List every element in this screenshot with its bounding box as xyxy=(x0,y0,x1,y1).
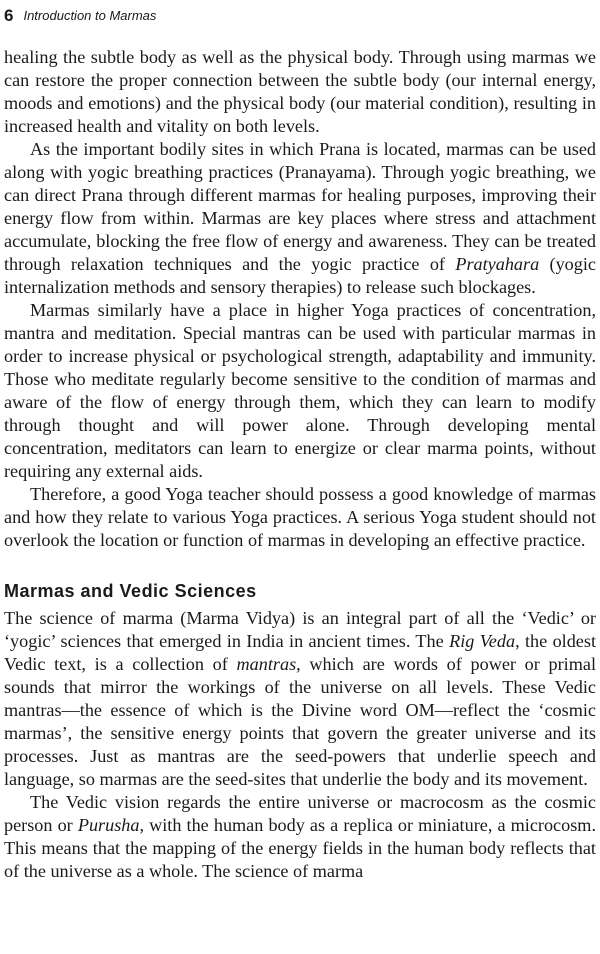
text-run: , which are words of power or primal sounds that mirror the workings of the universe on all levels. These Vedic mantras—the essence of which is the Divine word OM—reflect the ‘cosmic marmas’, the sensitive energy points that govern the greater universe and its processes. Just as mantras are the seed-powers that underlie speech and language, so marmas are the seed-sites that underlie the body and its movement. xyxy=(4,654,596,789)
section-heading: Marmas and Vedic Sciences xyxy=(4,581,257,601)
text-run: The Vedic vision regards the entire universe or macrocosm as the cosmic person or xyxy=(4,792,596,835)
italic-term: Pratyahara xyxy=(455,254,540,274)
paragraph-p6 xyxy=(4,791,596,883)
text-run: (yogic internalization methods and sensory therapies) to release such blockages. xyxy=(4,254,596,297)
text-run: As the important bodily sites in which Prana is located, marmas can be used along with yogic breathing practices (Pranayama). Through yogic breathing, we can direct Prana through different marmas for healing purposes, improving their energy flow from within. Marmas are key places where stress and attachment accumulate, blocking the free flow of energy and awareness. They can be treated through relaxation techniques and the yogic practice of xyxy=(4,139,596,274)
italic-term: mantras xyxy=(236,654,297,674)
paragraph-p5 xyxy=(4,607,596,791)
text-run: , the oldest Vedic text, is a collection of xyxy=(4,631,597,674)
page-number: 6 xyxy=(4,6,14,25)
italic-term: Rig Veda xyxy=(449,631,516,651)
text-run: Marmas similarly have a place in higher Yoga practices of concentration, mantra and meditation. Special mantras can be used with particular marmas in order to increase physical or psychological strength, adaptability and immunity. Those who meditate regularly become sensitive to the condition of marmas and aware of the flow of energy through them, which they can learn to modify through thought and will power alone. Through developing mental concentration, meditators can learn to energize or clear marma points, without requiring any external aids. xyxy=(4,300,596,481)
text-run: healing the subtle body as well as the physical body. Through using marmas we can restore the proper connection between the subtle body (our internal energy, moods and emotions) and the physical body (our material condition), resulting in increased health and vitality on both levels. xyxy=(4,47,596,136)
paragraph-p4 xyxy=(4,483,596,552)
text-run: , with the human body as a replica or miniature, a microcosm. This means that the mapping of the energy fields in the human body reflects that of the universe as a whole. The science of marma xyxy=(4,815,596,881)
page-header xyxy=(4,0,596,26)
paragraph-p3 xyxy=(4,299,596,483)
page-body xyxy=(4,46,596,883)
paragraphs-before-heading xyxy=(4,46,596,552)
text-run: The science of marma (Marma Vidya) is an integral part of all the ‘Vedic’ or ‘yogic’ sciences that emerged in India in ancient times. The xyxy=(4,608,596,651)
running-title: Introduction to Marmas xyxy=(23,8,157,23)
paragraph-p2 xyxy=(4,138,596,299)
text-run: Therefore, a good Yoga teacher should possess a good knowledge of marmas and how they relate to various Yoga practices. A serious Yoga student should not overlook the location or function of marmas in developing an effective practice. xyxy=(4,484,596,550)
paragraph-p1 xyxy=(4,46,596,138)
paragraphs-after-heading xyxy=(4,607,596,883)
italic-term: Purusha xyxy=(77,815,140,835)
